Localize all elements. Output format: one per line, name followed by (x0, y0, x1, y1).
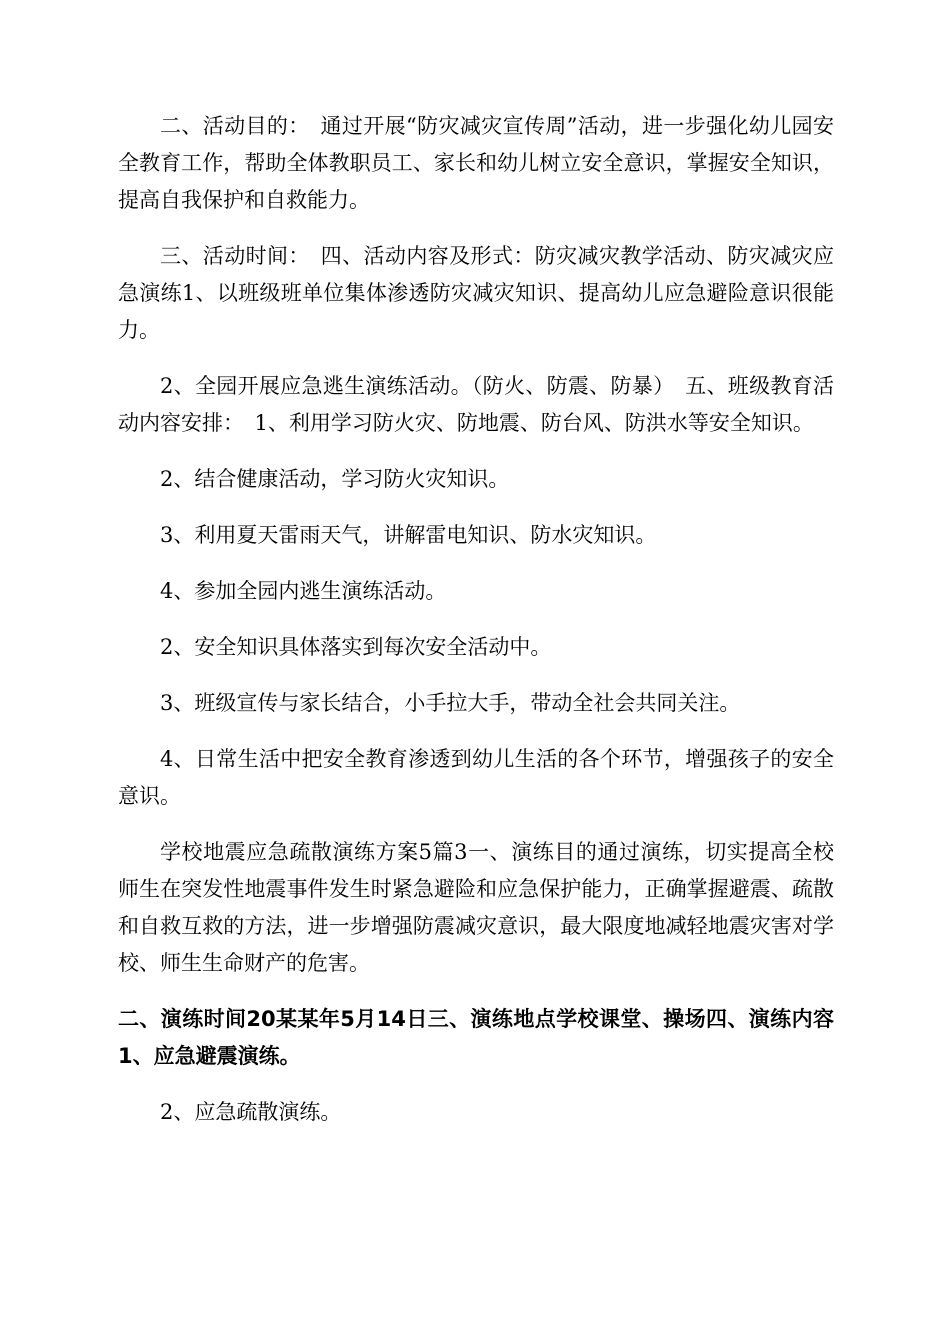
document-page (118, 108, 834, 1131)
paragraph-drill-time-place-content: 二、演练时间20某某年5月14日三、演练地点学校课堂、操场四、演练内容1、应急避震演练。 (118, 1007, 834, 1068)
paragraph-item-escape-drill: 4、参加全园内逃生演练活动。 (160, 579, 447, 603)
paragraph-item-parent-cooperation: 3、班级宣传与家长结合，小手拉大手，带动全社会共同关注。 (160, 691, 741, 715)
paragraph-activity-purpose: 二、活动目的： 通过开展“防灾减灾宣传周”活动，进一步强化幼儿园安全教育工作，帮助全体教职员工、家长和幼儿树立安全意识，掌握安全知识，提高自我保护和自救能力。 (118, 114, 834, 212)
paragraph-item-thunder-flood: 3、利用夏天雷雨天气，讲解雷电知识、防水灾知识。 (160, 523, 657, 547)
paragraph-evacuation-drill: 2、应急疏散演练。 (160, 1100, 342, 1124)
paragraph-item-daily-life: 4、日常生活中把安全教育渗透到幼儿生活的各个环节，增强孩子的安全意识。 (118, 747, 834, 808)
paragraph-item-health-fire: 2、结合健康活动，学习防火灾知识。 (160, 467, 510, 491)
paragraph-activity-time-content: 三、活动时间： 四、活动内容及形式：防灾减灾教学活动、防灾减灾应急演练1、以班级班单位集体渗透防灾减灾知识、提高幼儿应急避险意识很能力。 (118, 244, 834, 342)
paragraph-drill-and-class-plan: 2、全园开展应急逃生演练活动。（防火、防震、防暴） 五、班级教育活动内容安排： 1、利用学习防火灾、防地震、防台风、防洪水等安全知识。 (118, 374, 834, 435)
paragraph-item-safety-knowledge: 2、安全知识具体落实到每次安全活动中。 (160, 635, 552, 659)
paragraph-earthquake-plan-purpose: 学校地震应急疏散演练方案5篇3一、演练目的通过演练，切实提高全校师生在突发性地震事件发生时紧急避险和应急保护能力，正确掌握避震、疏散和自救互救的方法，进一步增强防震减灾意识，最大限度地减轻地震灾害对学校、师生生命财产的危害。 (118, 840, 834, 975)
